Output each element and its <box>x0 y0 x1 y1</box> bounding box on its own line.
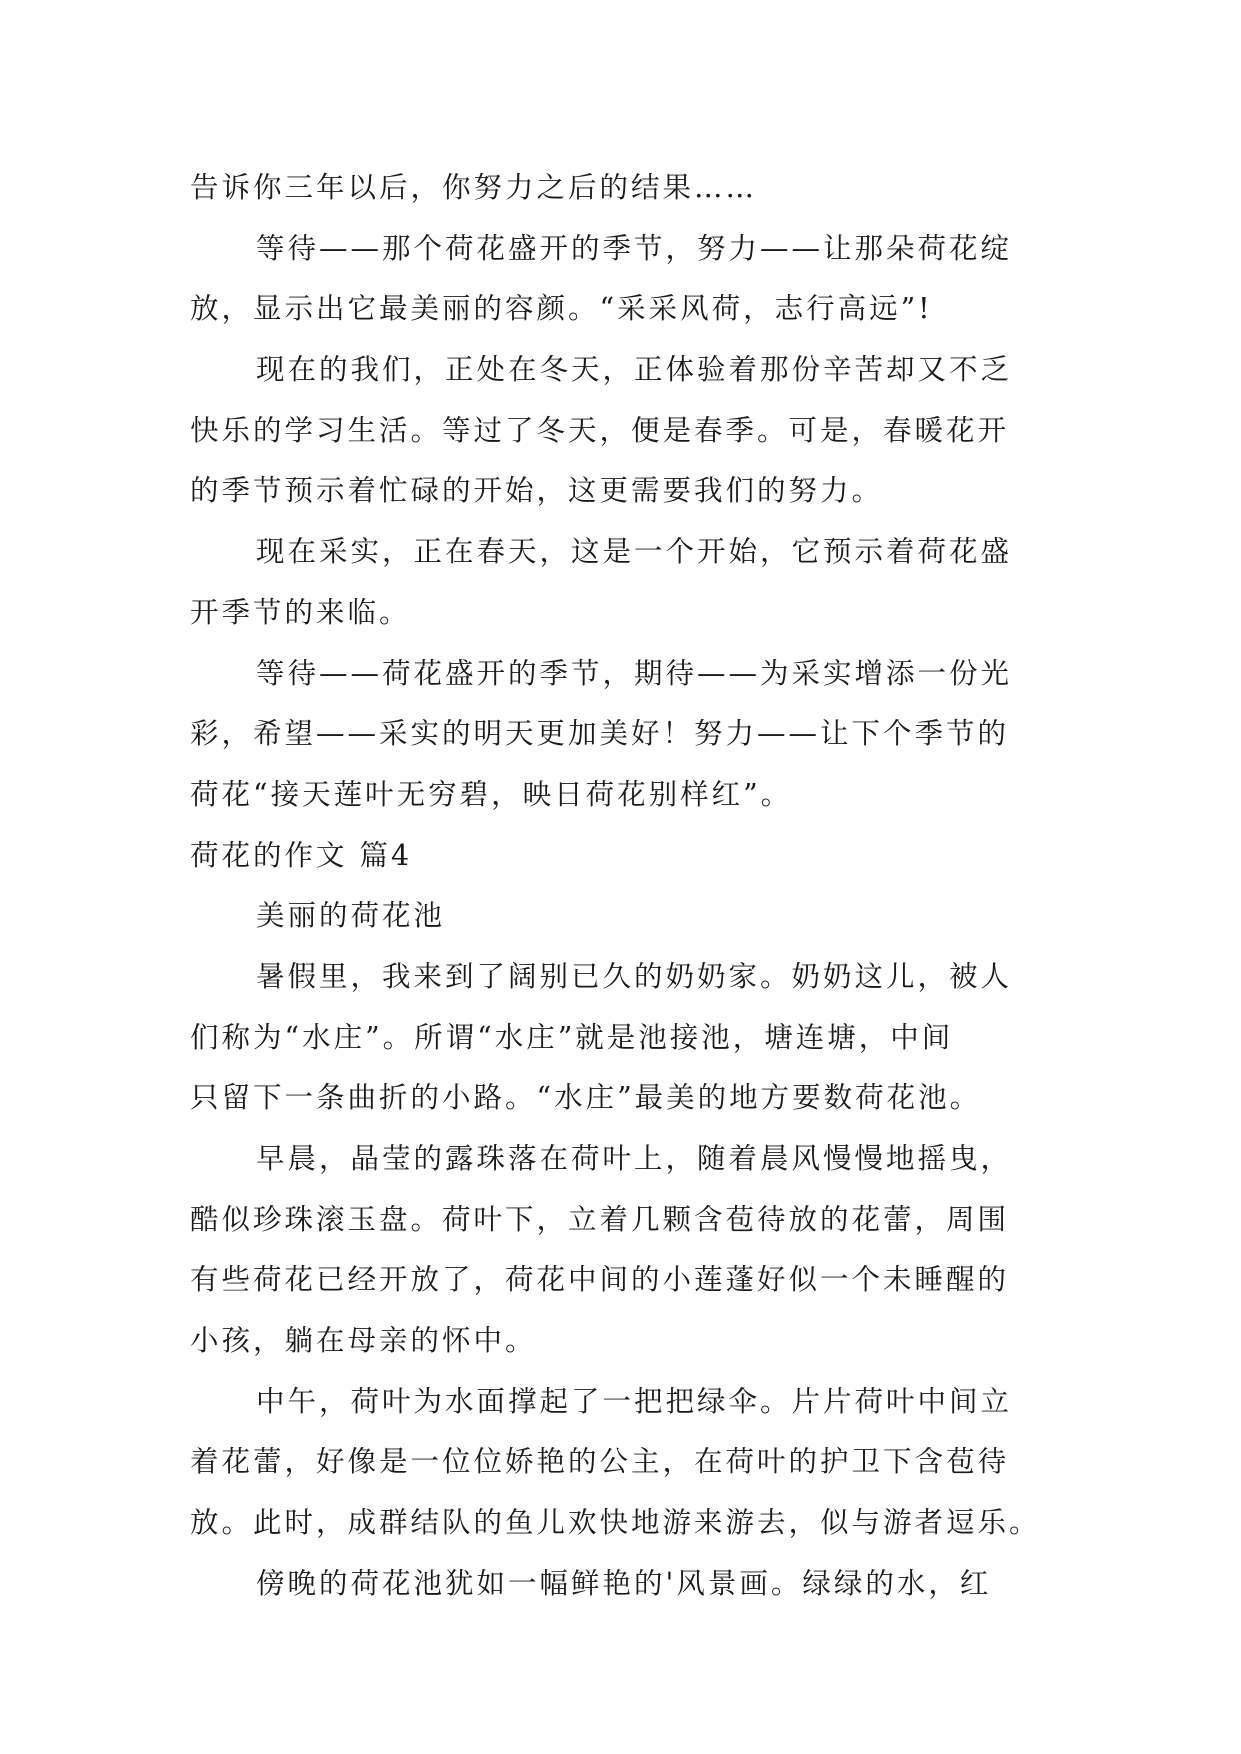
document-body <box>190 158 1050 1615</box>
text-line: 中午，荷叶为水面撑起了一把把绿伞。片片荷叶中间立 <box>256 1384 1013 1418</box>
text-line: 告诉你三年以后，你努力之后的结果…… <box>190 171 758 204</box>
text-line: 放，显示出它最美丽的容颜。“采采风荷，志行高远”! <box>190 292 933 326</box>
text-line: 暑假里，我来到了阔别已久的奶奶家。奶奶这儿，被人 <box>256 959 1013 993</box>
section-heading: 荷花的作文 篇4 <box>190 838 413 872</box>
text-line: 开季节的来临。 <box>190 595 411 629</box>
text-line: 现在采实，正在春天，这是一个开始，它预示着荷花盛 <box>256 535 1013 569</box>
text-line: 小孩，躺在母亲的怀中。 <box>190 1324 537 1358</box>
text-line: 现在的我们，正处在冬天，正体验着那份辛苦却又不乏 <box>256 353 1013 387</box>
text-line: 着花蕾，好像是一位位娇艳的公主，在荷叶的护卫下含苞待 <box>190 1445 1010 1479</box>
text-line: 的季节预示着忙碌的开始，这更需要我们的努力。 <box>190 474 884 508</box>
text-line: 早晨，晶莹的露珠落在荷叶上，随着晨风慢慢地摇曳， <box>256 1142 1013 1175</box>
text-line: 有些荷花已经开放了，荷花中间的小莲蓬好似一个未睡醒的 <box>190 1263 1010 1297</box>
text-line: 快乐的学习生活。等过了冬天，便是春季。可是，春暖花开 <box>190 413 1010 447</box>
text-line: 们称为“水庄”。所谓“水庄”就是池接池，塘连塘，中间 <box>190 1020 954 1054</box>
text-line: 等待——荷花盛开的季节，期待——为采实增添一份光 <box>256 656 1013 690</box>
essay-title: 美丽的荷花池 <box>256 899 446 933</box>
text-line: 傍晚的荷花池犹如一幅鲜艳的'风景画。绿绿的水，红 <box>256 1566 992 1600</box>
text-line: 放。此时，成群结队的鱼儿欢快地游来游去，似与游者逗乐。 <box>190 1506 1041 1540</box>
text-line: 酷似珍珠滚玉盘。荷叶下，立着几颗含苞待放的花蕾，周围 <box>190 1202 1010 1236</box>
text-line: 荷花“接天莲叶无穷碧，映日荷花别样红”。 <box>190 777 793 811</box>
text-line: 等待——那个荷花盛开的季节，努力——让那朵荷花绽 <box>256 231 1013 265</box>
text-line: 彩，希望——采实的明天更加美好！努力——让下个季节的 <box>190 717 1010 751</box>
text-line: 只留下一条曲折的小路。“水庄”最美的地方要数荷花池。 <box>190 1081 982 1115</box>
